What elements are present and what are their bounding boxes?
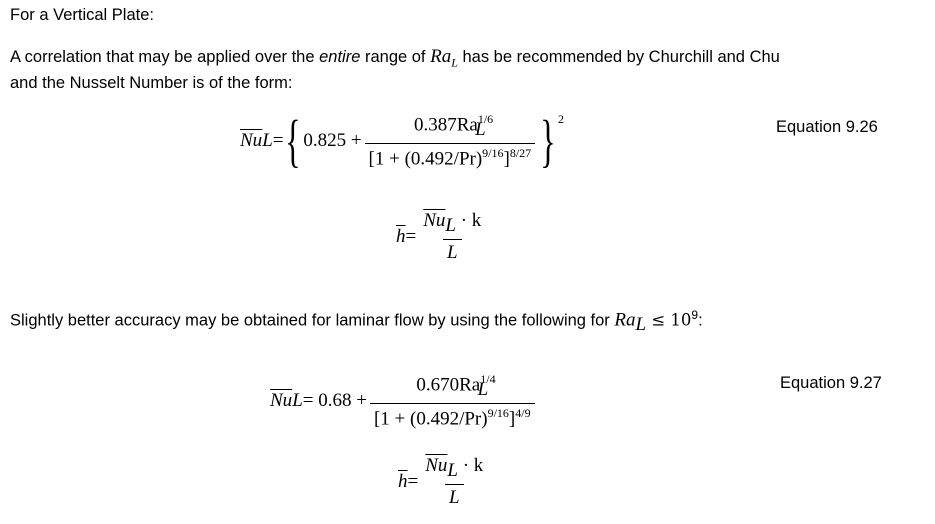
equals: =	[405, 225, 417, 247]
fraction	[419, 210, 485, 264]
sub: L	[635, 313, 647, 335]
numerator: $0.670Ra^{1/4}_L$	[416, 372, 496, 401]
var: Ra	[430, 46, 452, 67]
text: ≤ 10	[646, 310, 692, 330]
open-brace: {	[285, 108, 302, 174]
h-equation-2	[398, 455, 490, 509]
text: Slightly better accuracy may be obtained for laminar flow by using the following for	[10, 311, 615, 330]
lhs-sub: L	[292, 390, 303, 412]
denominator: $[1 + (0.492/Pr)^{9/16}]^{4/9}$	[370, 403, 535, 430]
equation-9-26	[240, 108, 565, 174]
equals-constant: = 0.68 +	[302, 390, 367, 412]
sub: L	[451, 55, 458, 70]
paragraph-2	[10, 308, 703, 336]
var: Ra	[614, 309, 636, 331]
fraction	[370, 372, 535, 430]
lhs: $\overline{Nu}$	[240, 130, 263, 152]
denominator: L	[443, 239, 462, 264]
text: A correlation that may be applied over the	[10, 48, 320, 66]
fraction	[365, 112, 536, 170]
numerator: $\overline{Nu}_L \cdot k$	[423, 210, 482, 236]
lhs-sub: L	[262, 130, 273, 152]
equation-label: Equation 9.26	[776, 118, 878, 136]
paragraph-1-line2: and the Nusselt Number is of the form:	[10, 74, 293, 92]
equation-9-27	[270, 372, 538, 430]
numerator: $\overline{Nu}_L \cdot k$	[425, 455, 484, 481]
emphasis: entire	[319, 48, 361, 66]
section-heading: For a Vertical Plate:	[10, 6, 154, 24]
close-brace: }	[540, 108, 556, 174]
h-equation-1	[396, 210, 488, 264]
power: 2	[558, 112, 565, 126]
constant: 0.825 +	[303, 130, 362, 152]
text: has be recommended by Churchill and Chu	[457, 48, 780, 66]
equals: =	[407, 470, 419, 492]
numerator: $0.387Ra^{1/6}_L$	[413, 112, 494, 141]
lhs: $\overline{h}$	[398, 470, 408, 492]
fraction	[421, 455, 487, 509]
text: range of	[360, 48, 431, 66]
sup: 9	[691, 308, 699, 322]
denominator: $[1 + (0.492/Pr)^{9/16}]^{8/27}$	[365, 143, 536, 170]
denominator: L	[445, 484, 464, 509]
equals: =	[272, 130, 284, 152]
lhs: $\overline{h}$	[396, 225, 406, 247]
lhs: $\overline{Nu}$	[270, 390, 293, 412]
equation-label: Equation 9.27	[780, 374, 882, 392]
text: :	[698, 311, 703, 330]
paragraph-1	[10, 46, 780, 70]
